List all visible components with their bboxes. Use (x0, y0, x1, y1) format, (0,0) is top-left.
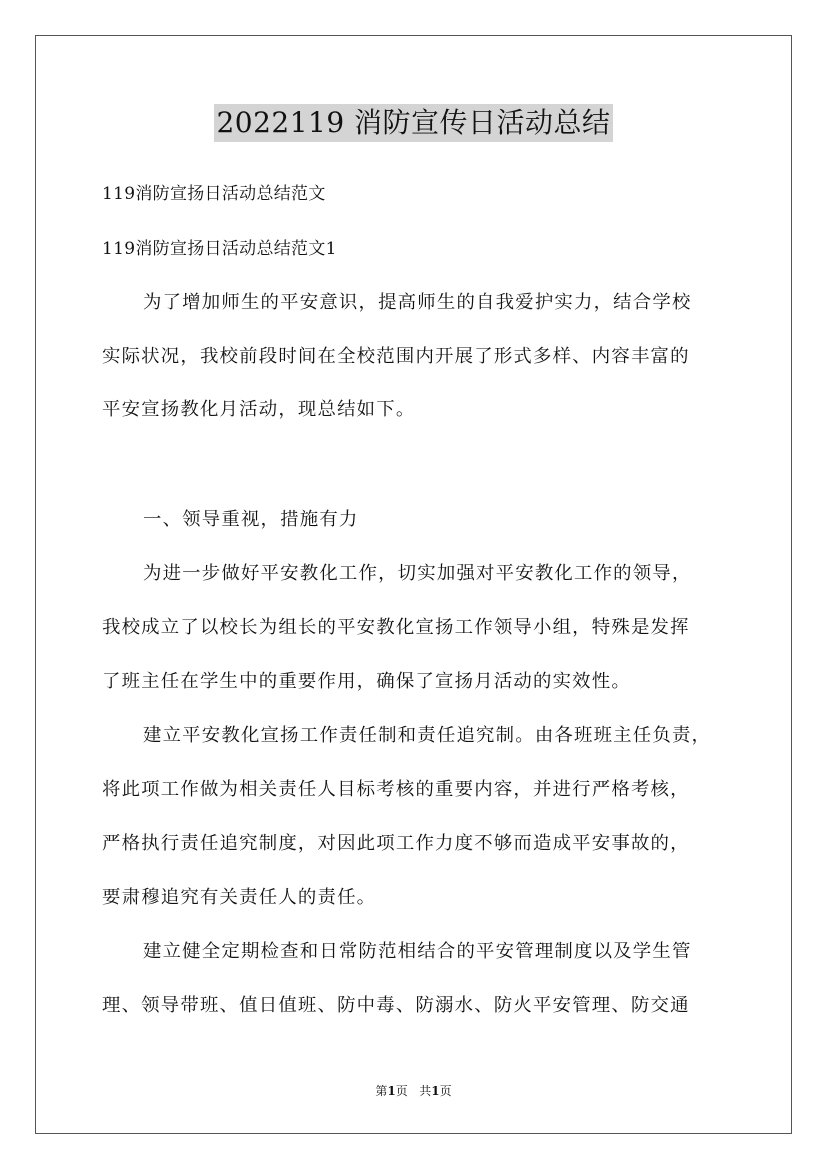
subtitle-line-1: 119消防宣扬日活动总结范文 (102, 184, 326, 204)
page-footer (0, 1083, 827, 1099)
paragraph-line: 严格执行责任追究制度，对因此项工作力度不够而造成平安事故的， (102, 833, 690, 854)
paragraph-line: 为进一步做好平安教化工作，切实加强对平安教化工作的领导， (143, 563, 692, 584)
paragraph-line: 我校成立了以校长为组长的平安教化宣扬工作领导小组，特殊是发挥 (102, 617, 690, 638)
paragraph-line: 将此项工作做为相关责任人目标考核的重要内容，并进行严格考核， (102, 779, 690, 800)
total-pages: 1 (431, 1084, 440, 1098)
paragraph-line: 建立平安教化宣扬工作责任制和责任追究制。由各班班主任负责， (143, 725, 712, 746)
page-label-prefix: 第 (375, 1084, 388, 1098)
paragraph-line: 平安宣扬教化月活动，现总结如下。 (102, 399, 416, 420)
paragraph-line: 要肃穆追究有关责任人的责任。 (102, 887, 377, 908)
paragraph-line: 实际状况，我校前段时间在全校范围内开展了形式多样、内容丰富的 (102, 346, 690, 367)
paragraph-line: 理、领导带班、值日值班、防中毒、防溺水、防火平安管理、防交通 (102, 995, 690, 1016)
total-label-suffix: 页 (439, 1084, 452, 1098)
paragraph-line: 了班主任在学生中的重要作用，确保了宣扬月活动的实效性。 (102, 671, 631, 692)
page-number: 1 (387, 1084, 396, 1098)
total-label-prefix: 共 (419, 1084, 432, 1098)
page-label-suffix: 页 (395, 1084, 408, 1098)
subtitle-line-2: 119消防宣扬日活动总结范文1 (102, 239, 337, 259)
paragraph-line: 建立健全定期检查和日常防范相结合的平安管理制度以及学生管 (143, 941, 692, 962)
section-heading: 一、领导重视，措施有力 (143, 509, 359, 530)
paragraph-line: 为了增加师生的平安意识，提高师生的自我爱护实力，结合学校 (143, 292, 692, 313)
title-wrapper (0, 104, 827, 142)
document-title: 2022119 消防宣传日活动总结 (214, 104, 612, 142)
